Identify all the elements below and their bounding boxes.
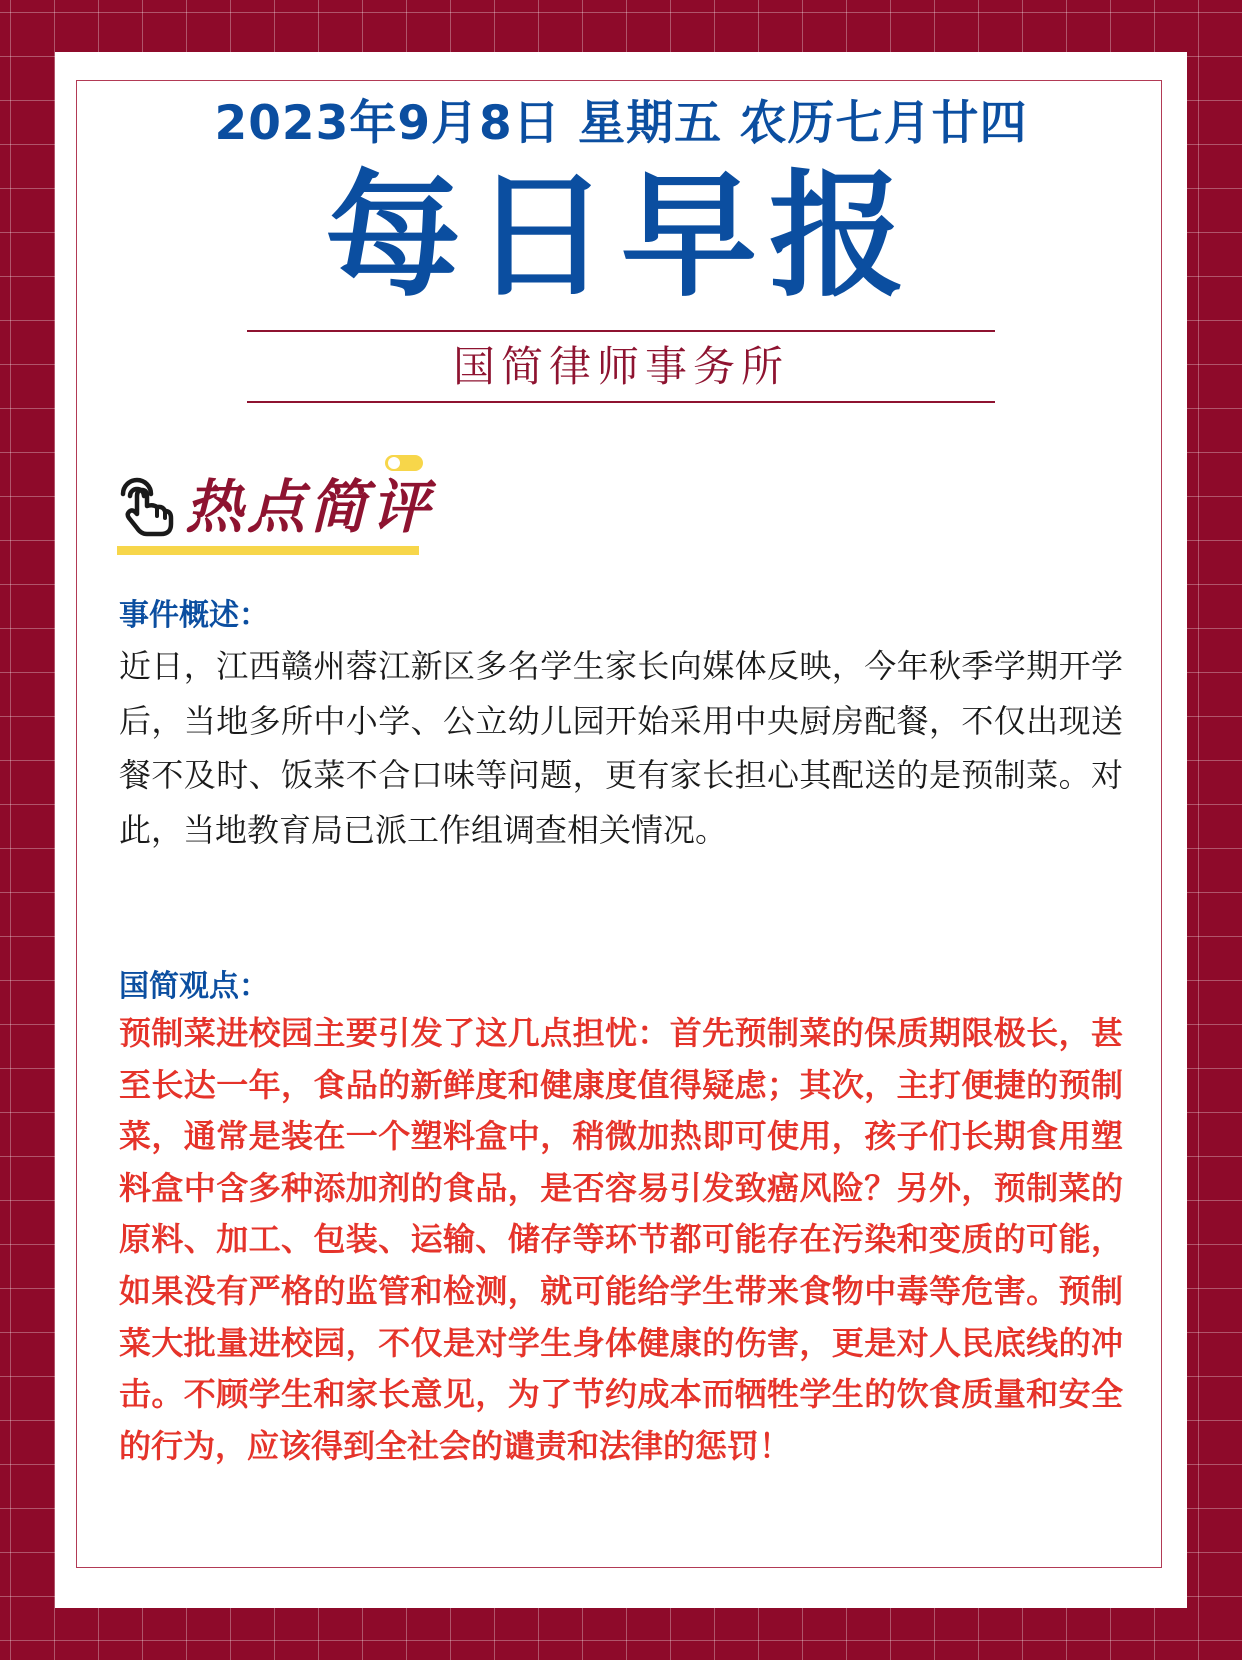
tap-hand-icon (117, 474, 175, 538)
event-label: 事件概述： (119, 598, 269, 633)
section-title: 热点简评 (185, 473, 434, 541)
section-header (117, 452, 437, 562)
event-paragraph: 近日，江西赣州蓉江新区多名学生家长向媒体反映，今年秋季学期开学后，当地多所中小学、公立幼儿园开始采用中央厨房配餐，不仅出现送餐不及时、饭菜不合口味等问题，更有家长担心其配送的是预制菜。对此，当地教育局已派工作组调查相关情况。 (119, 647, 1123, 849)
page-title: 每日早报 (325, 158, 917, 316)
subtitle-rule-bottom (247, 401, 995, 403)
firm-name: 国简律师事务所 (452, 342, 789, 391)
poster-card (55, 52, 1187, 1608)
date-line: 2023年9月8日 星期五 农历七月廿四 (214, 96, 1028, 151)
subtitle-rule-top (247, 330, 995, 332)
opinion-label: 国简观点： (119, 969, 269, 1004)
toggle-dot-decoration (388, 457, 400, 469)
section-underline (117, 546, 419, 555)
opinion-paragraph: 预制菜进校园主要引发了这几点担忧：首先预制菜的保质期限极长，甚至长达一年，食品的新鲜度和健康度值得疑虑；其次，主打便捷的预制菜，通常是装在一个塑料盒中，稍微加热即可使用，孩子们长期食用塑料盒中含多种添加剂的食品，是否容易引发致癌风险？另外，预制菜的原料、加工、包装、运输、储存等环节都可能存在污染和变质的可能，如果没有严格的监管和检测，就可能给学生带来食物中毒等危害。预制菜大批量进校园，不仅是对学生身体健康的伤害，更是对人民底线的冲击。不顾学生和家长意见，为了节约成本而牺牲学生的饮食质量和安全的行为，应该得到全社会的谴责和法律的惩罚！ (119, 1014, 1123, 1465)
